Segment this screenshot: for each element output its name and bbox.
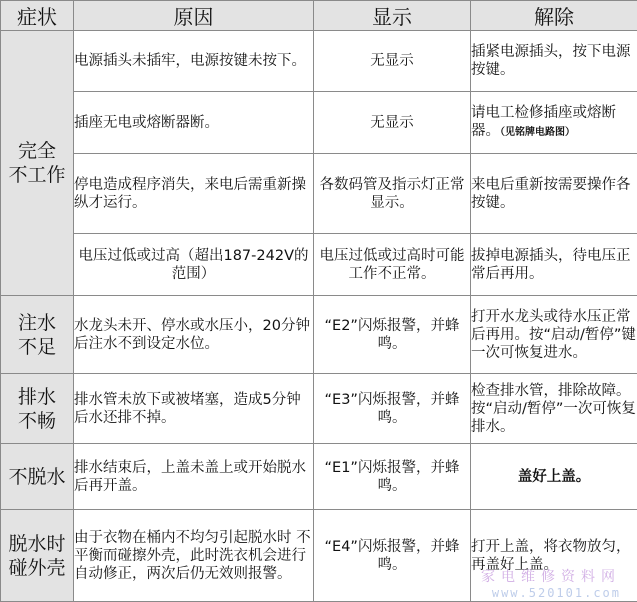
table-row [1,374,637,444]
table-row [1,234,637,296]
display-cell: “E3”闪烁报警，并蜂鸣。 [314,374,471,444]
header-display: 显示 [314,1,471,31]
watermark-line-1: 家电维修资料网 [481,569,621,585]
cause-cell: 排水管未放下或被堵塞，造成5分钟后水还排不掉。 [74,374,314,444]
header-row [1,1,637,31]
solution-cell [471,92,637,154]
display-cell: “E1”闪烁报警，并蜂鸣。 [314,444,471,510]
symptom-cell [1,296,74,374]
solution-text: 请电工检修插座或熔断器。 [471,104,616,139]
solution-cell: 打开水龙头或待水压正常后再用。按“启动/暂停”键一次可恢复进水。 [471,296,637,374]
cause-cell: 电压过低或过高（超出187-242V的范围） [74,234,314,296]
symptom-line: 完全 [17,140,56,162]
table-row [1,444,637,510]
header-symptom: 症状 [1,1,74,31]
symptom-line: 脱水时 [8,532,66,555]
symptom-line: 不畅 [17,409,56,432]
solution-cell: 来电后重新按需要操作各按键。 [471,154,637,234]
symptom-cell [1,374,74,444]
cause-cell: 排水结束后，上盖未盖上或开始脱水后再开盖。 [74,444,314,510]
symptom-line: 注水 [17,311,56,334]
solution-note: （见铭牌电路图） [500,126,575,138]
display-cell: “E2”闪烁报警，并蜂鸣。 [314,296,471,374]
watermark-line-2: www.520101.com [491,586,621,600]
symptom-line: 排水 [17,385,56,408]
cause-cell: 插座无电或熔断器断。 [74,92,314,154]
solution-cell: 拔掉电源插头，待电压正常后再用。 [471,234,637,296]
symptom-cell [1,510,74,602]
solution-cell: 插紧电源插头，按下电源按键。 [471,31,637,92]
table-row [1,31,637,92]
symptom-line: 不工作 [8,164,66,186]
symptom-cell [1,31,74,296]
table-row [1,296,637,374]
display-cell: 电压过低或过高时可能工作不正常。 [314,234,471,296]
display-cell: 各数码管及指示灯正常显示。 [314,154,471,234]
solution-cell: 盖好上盖。 [471,444,637,510]
table-row [1,154,637,234]
symptom-line: 不脱水 [8,465,66,488]
display-cell: 无显示 [314,92,471,154]
display-cell: 无显示 [314,31,471,92]
solution-cell: 打开上盖，将衣物放匀，再盖好上盖。 [471,510,637,602]
cause-cell: 由于衣物在桶内不均匀引起脱水时 不平衡而碰擦外壳，此时洗衣机会进行自动修正，两次后仍无效则报警。 [74,510,314,602]
symptom-line: 不足 [17,335,56,358]
cause-cell: 水龙头未开、停水或水压小，20分钟后注水不到设定水位。 [74,296,314,374]
table-row [1,510,637,602]
solution-cell: 检查排水管，排除故障。按“启动/暂停”一次可恢复排水。 [471,374,637,444]
cause-cell: 停电造成程序消失，来电后需重新操纵才运行。 [74,154,314,234]
header-solution: 解除 [471,1,637,31]
cause-cell: 电源插头未插牢，电源按键未按下。 [74,31,314,92]
symptom-line: 碰外壳 [8,556,66,579]
table-row [1,92,637,154]
symptom-cell [1,444,74,510]
header-cause: 原因 [74,1,314,31]
display-cell: “E4”闪烁报警，并蜂鸣。 [314,510,471,602]
